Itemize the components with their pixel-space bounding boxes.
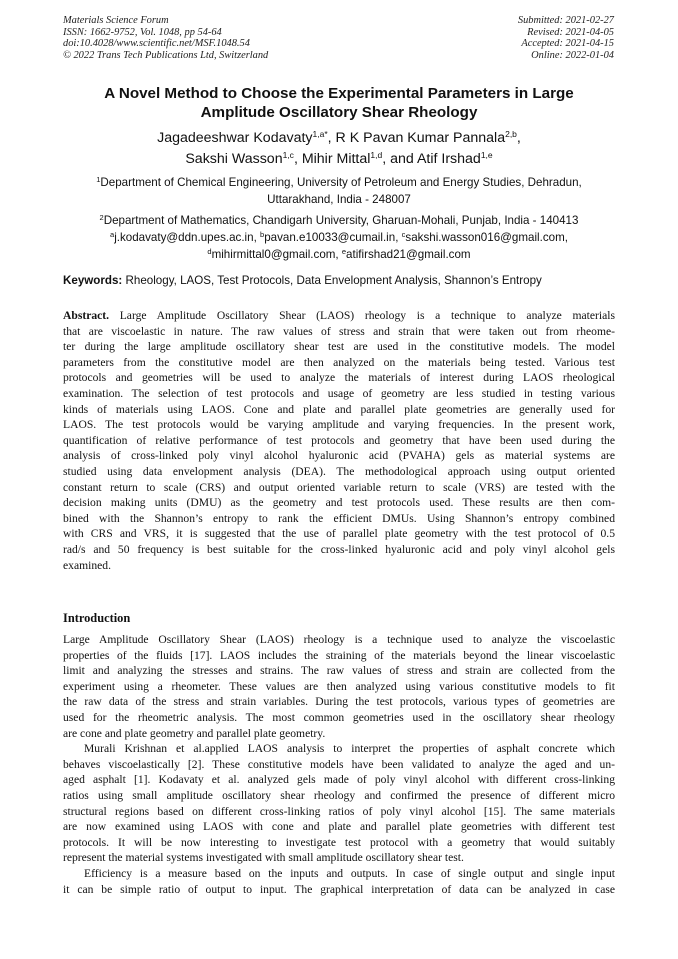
abstract-text: Large Amplitude Oscillatory Shear (LAOS) rheology is a technique to analyze materials (109, 309, 615, 322)
submitted-date: Submitted: 2021-02-27 (517, 15, 614, 26)
email-address: atifirshad21@gmail.com (346, 248, 471, 261)
title-line: Amplitude Oscillatory Shear Rheology (200, 104, 478, 121)
abstract-line: examined. (63, 558, 111, 572)
abstract-line (63, 308, 615, 324)
author-name: Jagadeeshwar Kodavaty (157, 130, 313, 146)
email-mark: c (401, 230, 406, 239)
abstract-line: studied using data envelopment analysis (DEA). The methodological approach using output oriented (63, 464, 615, 478)
paragraph-line: Large Amplitude Oscillatory Shear (LAOS) rheology is a technique used to analyze the viscoelastic (63, 633, 615, 646)
email-mark: e (341, 247, 347, 256)
author-line (63, 128, 615, 149)
revised-date: Revised: 2021-04-05 (527, 26, 614, 38)
affiliation-2 (63, 212, 615, 229)
author-list (63, 128, 615, 170)
paragraph-line: Efficiency is a measure based on the inputs and outputs. In case of single output and single input (84, 866, 615, 880)
author-affiliation-mark: 1,d (370, 150, 383, 160)
journal-info (63, 15, 268, 61)
email-address: mihirmittal0@gmail.com, (211, 248, 342, 261)
email-mark: d (207, 247, 212, 256)
abstract-line: parameters from the constitutive model are then analyzed on the materials being tested. Various test (63, 355, 615, 369)
abstract-line: analysis of cross-linked poly vinyl alcohol hyaluronic acid (PVAHA) gels as material systems are (63, 449, 615, 463)
abstract-line: decision making units (DMU) as the geometry and test protocols used. These results are then com- (63, 496, 615, 510)
email-address: pavan.e10033@cumail.in, (264, 231, 402, 244)
paragraph-line: experiment using a rheometer. These values are then analyzed using various constitutive models to fit (63, 679, 615, 693)
keywords (63, 273, 623, 288)
author-affiliation-mark: 1,e (480, 150, 493, 160)
keywords-text: Rheology, LAOS, Test Protocols, Data Envelopment Analysis, Shannon’s Entropy (122, 274, 542, 287)
journal-doi: doi:10.4028/www.scientific.net/MSF.1048.54 (63, 38, 250, 49)
keywords-label: Keywords: (63, 274, 123, 287)
paragraph-line: are cone and plate geometry and parallel plate geometry. (63, 726, 326, 740)
paragraph-line: Murali Krishnan et al.applied LAOS analysis to interpret the properties of asphalt concrete which (84, 742, 615, 756)
author-affiliation-mark: 1,c (282, 150, 294, 160)
abstract-line: LAOS. The test protocols would be varying amplitude and varying frequencies. In the present work, (63, 418, 615, 432)
author-emails (63, 229, 615, 263)
paragraph-line: behaves viscoelastically [2]. These constitutive models have been validated to analyze the aged and un- (63, 757, 615, 771)
author-affiliation-mark: 1,a* (312, 129, 328, 139)
abstract-line: rad/s and 50 frequency is best suitable for the cross-linked hyaluronic acid and poly vinyl alcohol gels (63, 542, 615, 556)
author-separator: , (516, 130, 521, 146)
abstract-line: kinds of materials using LAOS. Cone and plate and parallel plate geometries are generally used for (63, 402, 615, 416)
email-address: j.kodavaty@ddn.upes.ac.in, (114, 231, 261, 244)
paragraph-line: aged asphalt [1]. Kodavaty et al. analyzed gels made of poly vinyl alcohol with different cross-linking (63, 773, 615, 787)
abstract-line: with CRS and VRS, it is suggested that the use of parallel plate geometry with the test protocol of 0.5 (63, 527, 615, 541)
title-line: A Novel Method to Choose the Experimental Parameters in Large (104, 85, 574, 102)
abstract-line: examination. The selection of test protocols and usage of geometry are less studied in testing various (63, 386, 615, 400)
author-name: , Mihir Mittal (293, 151, 371, 167)
affiliation-1 (63, 174, 615, 208)
affiliation-line (63, 212, 615, 229)
paragraph-line: ratios using small amplitude oscillatory shear rheology and confirmed the presence of different micro (63, 788, 615, 802)
submission-dates (518, 15, 614, 61)
journal-copyright: © 2022 Trans Tech Publications Ltd, Switzerland (63, 49, 269, 61)
affiliation-number: 1 (96, 175, 101, 184)
paragraph-line: structural regions based on different cross-linking ratios of poly vinyl alcohol [15]. The same materials (63, 804, 615, 818)
introduction-body (63, 632, 615, 897)
author-line (63, 149, 615, 170)
author-affiliation-mark: 2,b (505, 129, 517, 139)
affiliation-line: Uttarakhand, India - 248007 (267, 193, 411, 206)
paragraph-line: it can be simple ratio of output to input. The graphical interpretation of data can be analyzed in case (63, 882, 615, 896)
affiliation-line (63, 174, 615, 191)
email-address: sakshi.wasson016@gmail.com, (405, 231, 568, 244)
paragraph-line: the raw data of the stress and strain variables. During the test protocols, various types of geometries are (63, 695, 615, 709)
affiliation-number: 2 (99, 213, 104, 222)
abstract-line: that are viscoelastic in nature. The raw values of stress and strain that were taken out from rheome- (63, 324, 615, 338)
abstract-line: bined with the Shannon’s entropy to rank the efficient DMUs. Using Shannon’s entropy combined (63, 511, 615, 525)
abstract-line: ter during the large amplitude oscillatory shear test are used in the constitutive models. The model (63, 340, 615, 354)
author-name: Sakshi Wasson (185, 151, 283, 167)
author-name: , and Atif Irshad (382, 151, 481, 167)
journal-issn: ISSN: 1662-9752, Vol. 1048, pp 54-64 (63, 26, 222, 38)
abstract (63, 308, 615, 573)
paragraph-line: limit and analyzing the stresses and strains. The raw values of stress and strain are collected from the (63, 664, 615, 678)
journal-name: Materials Science Forum (63, 15, 169, 26)
paragraph-line: are now examined using LAOS with cone and plate and parallel plate geometries with different test (63, 820, 615, 834)
affiliation-text: Department of Mathematics, Chandigarh University, Gharuan-Mohali, Punjab, India - 140413 (103, 214, 579, 227)
email-mark: b (260, 230, 265, 239)
online-date: Online: 2022-01-04 (531, 49, 614, 61)
abstract-line: protocols and geometries will be used to analyze the materials of interest during LAOS rheological (63, 371, 615, 385)
paragraph-line: used for the rheometric analysis. The most common geometries used in the oscillatory shear rheology (63, 710, 615, 724)
accepted-date: Accepted: 2021-04-15 (521, 38, 614, 49)
paragraph-line: protocols. It will be now interesting to investigate test protocol with a geometry that would suitably (63, 835, 615, 849)
email-line (63, 246, 615, 263)
paragraph-line: represent the material systems investigated with small amplitude oscillatory shear test. (63, 851, 464, 865)
abstract-line: constant return to scale (CRS) and output oriented variable return to scale (VRS) are tested with the (63, 480, 615, 494)
abstract-line: quantification of relative performance of test protocols and geometry that have been used during the (63, 433, 615, 447)
author-name: , R K Pavan Kumar Pannala (327, 130, 506, 146)
section-heading-introduction: Introduction (63, 611, 131, 625)
paper-title (63, 84, 615, 122)
paragraph-line: properties of the fluids [17]. LAOS includes the straining of the materials beyond the linear viscoelastic (63, 648, 615, 662)
email-line (63, 229, 615, 246)
abstract-label: Abstract. (63, 309, 110, 322)
email-mark: a (110, 230, 115, 239)
affiliation-text: Department of Chemical Engineering, University of Petroleum and Energy Studies, Dehradun, (100, 176, 582, 189)
